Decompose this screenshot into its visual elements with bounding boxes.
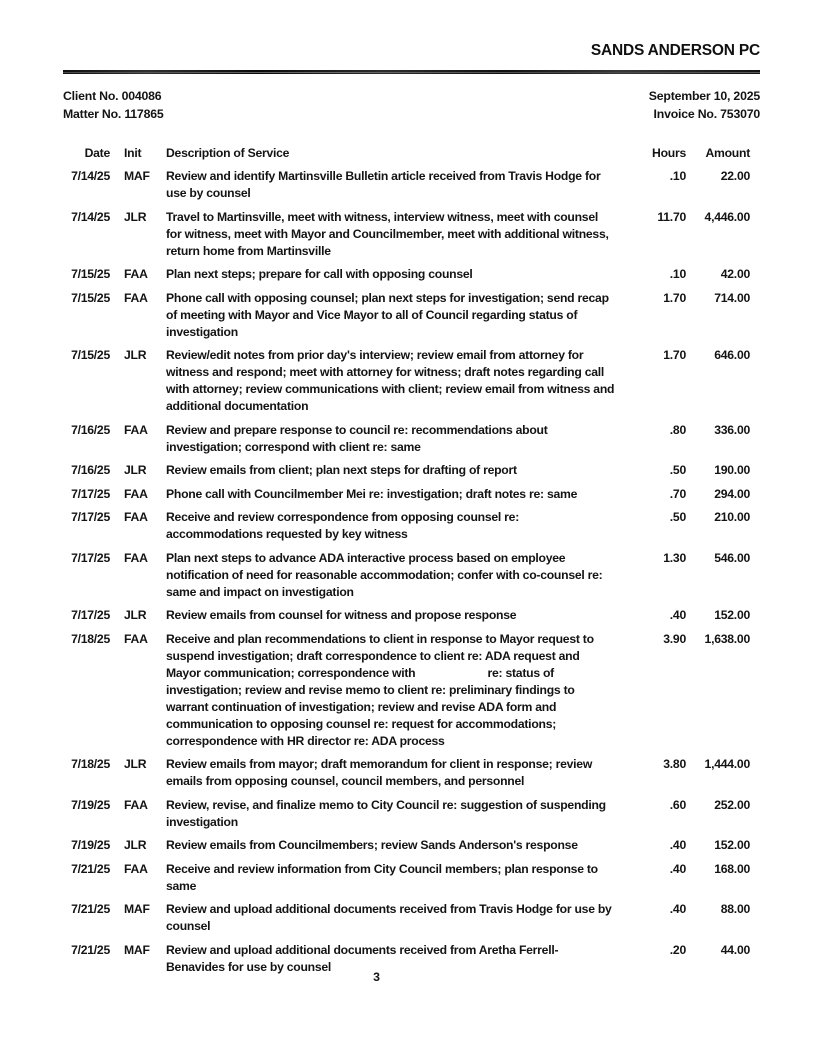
client-matter-block [63, 87, 164, 123]
table-row [63, 837, 750, 854]
entry-hours: 11.70 [657, 209, 686, 224]
entry-date: 7/15/25 [71, 348, 110, 362]
entry-amount: 190.00 [714, 463, 750, 477]
entry-amount: 152.00 [714, 838, 750, 852]
entry-hours: .10 [669, 267, 686, 281]
entry-initials: FAA [124, 290, 148, 305]
entry-initials: FAA [124, 510, 148, 524]
header-amount: Amount [705, 146, 750, 160]
entry-amount: 4,446.00 [704, 209, 750, 224]
entry-initials: JLR [124, 608, 147, 622]
entry-amount: 1,638.00 [704, 631, 750, 646]
entry-date: 7/18/25 [71, 631, 110, 646]
entry-amount: 210.00 [714, 510, 750, 524]
entry-description: Review emails from counsel for witness and propose response [166, 608, 517, 622]
entry-amount: 1,444.00 [704, 757, 750, 771]
entry-hours: .60 [669, 797, 686, 812]
entry-hours: .10 [669, 169, 686, 183]
entry-hours: .50 [669, 463, 686, 477]
entry-amount: 22.00 [720, 169, 750, 183]
header-date: Date [84, 146, 110, 160]
table-row [63, 209, 750, 260]
entry-description: Plan next steps; prepare for call with opposing counsel [166, 267, 473, 281]
table-row [63, 797, 750, 831]
entry-initials: FAA [124, 631, 148, 646]
table-row [63, 290, 750, 341]
table-row [63, 607, 750, 624]
entry-hours: 1.70 [663, 348, 686, 362]
entry-initials: FAA [124, 486, 148, 501]
entry-initials: JLR [124, 348, 147, 362]
entry-amount: 336.00 [714, 422, 750, 437]
entry-hours: 3.90 [663, 631, 686, 646]
entry-amount: 646.00 [714, 348, 750, 362]
entry-hours: .40 [669, 861, 686, 876]
entry-hours: .40 [669, 608, 686, 622]
entry-amount: 44.00 [720, 942, 750, 957]
entry-date: 7/17/25 [71, 510, 110, 524]
entry-description: Review emails from mayor; draft memorandum for client in response; review emails from opposing counsel, council members, and personnel [166, 757, 593, 788]
table-row [63, 422, 750, 456]
entry-initials: JLR [124, 757, 147, 771]
header-hours: Hours [652, 146, 686, 160]
entry-date: 7/15/25 [71, 290, 110, 305]
entry-initials: JLR [124, 463, 147, 477]
entry-hours: 3.80 [663, 757, 686, 771]
table-row [63, 901, 750, 935]
entry-date: 7/17/25 [71, 550, 110, 565]
entry-date: 7/17/25 [71, 486, 110, 501]
entry-date: 7/16/25 [71, 422, 110, 437]
table-row [63, 486, 750, 503]
table-row [63, 168, 750, 202]
entry-amount: 546.00 [714, 550, 750, 565]
page-number: 3 [373, 970, 380, 984]
entry-initials: MAF [124, 169, 150, 183]
entry-hours: 1.70 [663, 290, 686, 305]
entry-hours: .20 [669, 942, 686, 957]
entry-date: 7/14/25 [71, 209, 110, 224]
header-rule [63, 70, 760, 74]
table-row [63, 462, 750, 479]
entry-description: Review/edit notes from prior day's interview; review email from attorney for witness and respond; meet with attorney for witness; draft notes regarding call with attorney; review communications with client; review email from witness and additional documentation [166, 348, 615, 413]
entry-amount: 168.00 [714, 861, 750, 876]
entry-initials: FAA [124, 422, 148, 437]
entry-description: Travel to Martinsville, meet with witness, interview witness, meet with counsel for witness, meet with Mayor and Councilmember, meet with additional witness, return home from Martinsville [166, 209, 609, 258]
table-row [63, 347, 750, 415]
entry-initials: JLR [124, 209, 147, 224]
entry-description: Receive and review information from City Council members; plan response to same [166, 861, 598, 893]
entry-amount: 88.00 [720, 902, 750, 916]
entry-description: Review and upload additional documents received from Travis Hodge for use by counsel [166, 902, 612, 933]
entry-date: 7/16/25 [71, 463, 110, 477]
entry-description: Receive and review correspondence from opposing counsel re: accommodations requested by key witness [166, 510, 520, 541]
entry-hours: .80 [669, 422, 686, 437]
entry-date: 7/17/25 [71, 608, 110, 622]
entry-description: Receive and plan recommendations to client in response to Mayor request to suspend investigation; draft correspondence to client re: ADA request and Mayor communication; correspondence with re: status of investigation; review and revise memo to client re: preliminary findings to warrant continuation of investigation; review and revise ADA form and communication to opposing counsel re: request for accommodations; correspondence with HR director re: ADA process [166, 631, 594, 748]
entry-initials: FAA [124, 797, 148, 812]
entry-initials: FAA [124, 550, 148, 565]
entry-amount: 152.00 [714, 608, 750, 622]
entry-date: 7/21/25 [71, 902, 110, 916]
entry-description: Review emails from Councilmembers; review Sands Anderson's response [166, 838, 578, 852]
entry-description: Phone call with Councilmember Mei re: investigation; draft notes re: same [166, 486, 578, 501]
entry-initials: MAF [124, 942, 150, 957]
table-row [63, 550, 750, 601]
entry-description: Phone call with opposing counsel; plan next steps for investigation; send recap of meeting with Mayor and Vice Mayor to all of Council regarding status of investigation [166, 290, 609, 339]
invoice-date: September 10, 2025 [648, 89, 760, 103]
entry-date: 7/15/25 [71, 267, 110, 281]
header-init: Init [124, 146, 142, 160]
entry-amount: 252.00 [714, 797, 750, 812]
entry-description: Review, revise, and finalize memo to City Council re: suggestion of suspending investigation [166, 797, 606, 829]
entry-date: 7/18/25 [71, 757, 110, 771]
entry-hours: .70 [669, 486, 686, 501]
entry-date: 7/19/25 [71, 797, 110, 812]
table-row [63, 509, 750, 543]
entry-initials: MAF [124, 902, 150, 916]
entry-hours: 1.30 [663, 550, 686, 565]
table-row [63, 756, 750, 790]
entry-description: Plan next steps to advance ADA interactive process based on employee notification of need for reasonable accommodation; confer with co-counsel re: same and impact on investigation [166, 550, 603, 599]
client-number: Client No. 004086 [63, 89, 162, 103]
entry-amount: 294.00 [714, 486, 750, 501]
matter-number: Matter No. 117865 [63, 107, 164, 121]
table-row [63, 631, 750, 750]
entry-date: 7/14/25 [71, 169, 110, 183]
table-header-row [63, 145, 750, 162]
entry-description: Review and upload additional documents received from Aretha Ferrell-Benavides for use by counsel [166, 942, 559, 974]
entry-hours: .50 [669, 510, 686, 524]
entry-description: Review and identify Martinsville Bulletin article received from Travis Hodge for use by counsel [166, 169, 601, 200]
invoice-number: Invoice No. 753070 [653, 107, 760, 121]
table-body [63, 168, 750, 976]
entry-initials: JLR [124, 838, 147, 852]
table-row [63, 266, 750, 283]
entry-date: 7/19/25 [71, 838, 110, 852]
invoice-info-block [63, 87, 760, 123]
date-invoice-block [649, 87, 760, 123]
entry-hours: .40 [669, 902, 686, 916]
firm-name: SANDS ANDERSON PC [590, 42, 760, 59]
entry-date: 7/21/25 [71, 942, 110, 957]
billing-table [63, 145, 750, 982]
table-row [63, 861, 750, 895]
entry-description: Review and prepare response to council re: recommendations about investigation; correspond with client re: same [166, 422, 548, 454]
entry-date: 7/21/25 [71, 861, 110, 876]
entry-hours: .40 [669, 838, 686, 852]
entry-amount: 714.00 [714, 290, 750, 305]
entry-amount: 42.00 [720, 267, 750, 281]
entry-initials: FAA [124, 861, 148, 876]
entry-initials: FAA [124, 267, 148, 281]
entry-description: Review emails from client; plan next steps for drafting of report [166, 463, 517, 477]
header-description: Description of Service [166, 146, 290, 160]
